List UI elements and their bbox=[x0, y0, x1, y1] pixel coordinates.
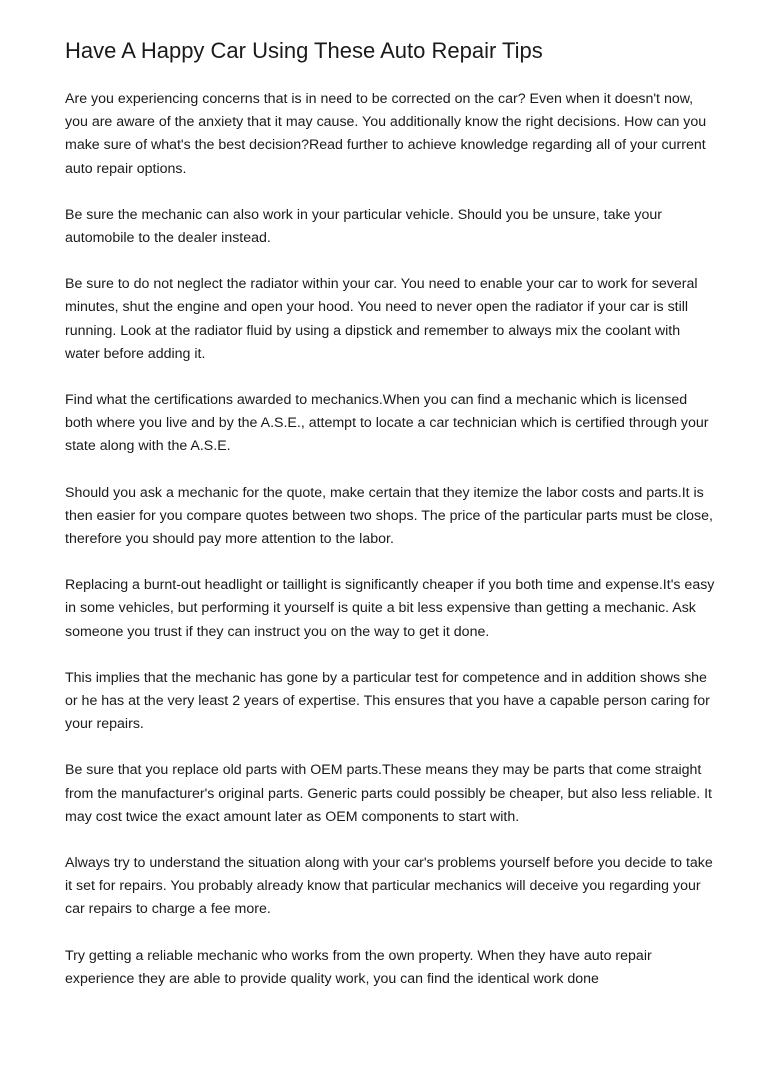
paragraph-10: Try getting a reliable mechanic who works from the own property. When they have auto repair experience they are able to provide quality work, you can find the identical work done bbox=[65, 947, 652, 987]
paragraph-9: Always try to understand the situation along with your car's problems yourself before you decide to take it set for repairs. You probably already know that particular mechanics will deceive you regarding your car repairs to charge a fee more. bbox=[65, 855, 713, 918]
paragraph-4: Find what the certifications awarded to mechanics.When you can find a mechanic which is licensed both where you live and by the A.S.E., attempt to locate a car technician which is certified through your state along with the A.S.E. bbox=[65, 392, 709, 455]
document-title: Have A Happy Car Using These Auto Repair Tips bbox=[65, 38, 543, 63]
paragraph-5: Should you ask a mechanic for the quote, make certain that they itemize the labor costs and parts.It is then easier for you compare quotes between two shops. The price of the particular parts must be close, therefore you should pay more attention to the labor. bbox=[65, 484, 713, 548]
paragraph-1: Are you experiencing concerns that is in need to be corrected on the car? Even when it doesn't now, you are aware of the anxiety that it may cause. You additionally know the right decisions. How can you make sure of what's the best decision?Read further to achieve knowledge regarding all of your current auto repair options. bbox=[65, 91, 707, 177]
paragraph-2: Be sure the mechanic can also work in your particular vehicle. Should you be unsure, take your automobile to the dealer instead. bbox=[65, 206, 662, 247]
paragraph-3: Be sure to do not neglect the radiator within your car. You need to enable your car to work for several minutes, shut the engine and open your hood. You need to never open the radiator if your car is still running. Look at the radiator fluid by using a dipstick and remember to always mix the coolant with water before adding it. bbox=[65, 276, 698, 362]
document-page bbox=[65, 28, 715, 1014]
paragraph-6: Replacing a burnt-out headlight or taillight is significantly cheaper if you both time and expense.It's easy in some vehicles, but performing it yourself is quite a bit less expensive than getting a mechanic. Ask someone you trust if they can instruct you on the way to get it done. bbox=[65, 577, 715, 640]
paragraph-8: Be sure that you replace old parts with OEM parts.These means they may be parts that come straight from the manufacturer's original parts. Generic parts could possibly be cheaper, but also less reliable. It may cost twice the exact amount later as OEM components to start with. bbox=[65, 762, 712, 825]
paragraph-7: This implies that the mechanic has gone by a particular test for competence and in addition shows she or he has at the very least 2 years of expertise. This ensures that you have a capable person caring for your repairs. bbox=[65, 669, 710, 733]
